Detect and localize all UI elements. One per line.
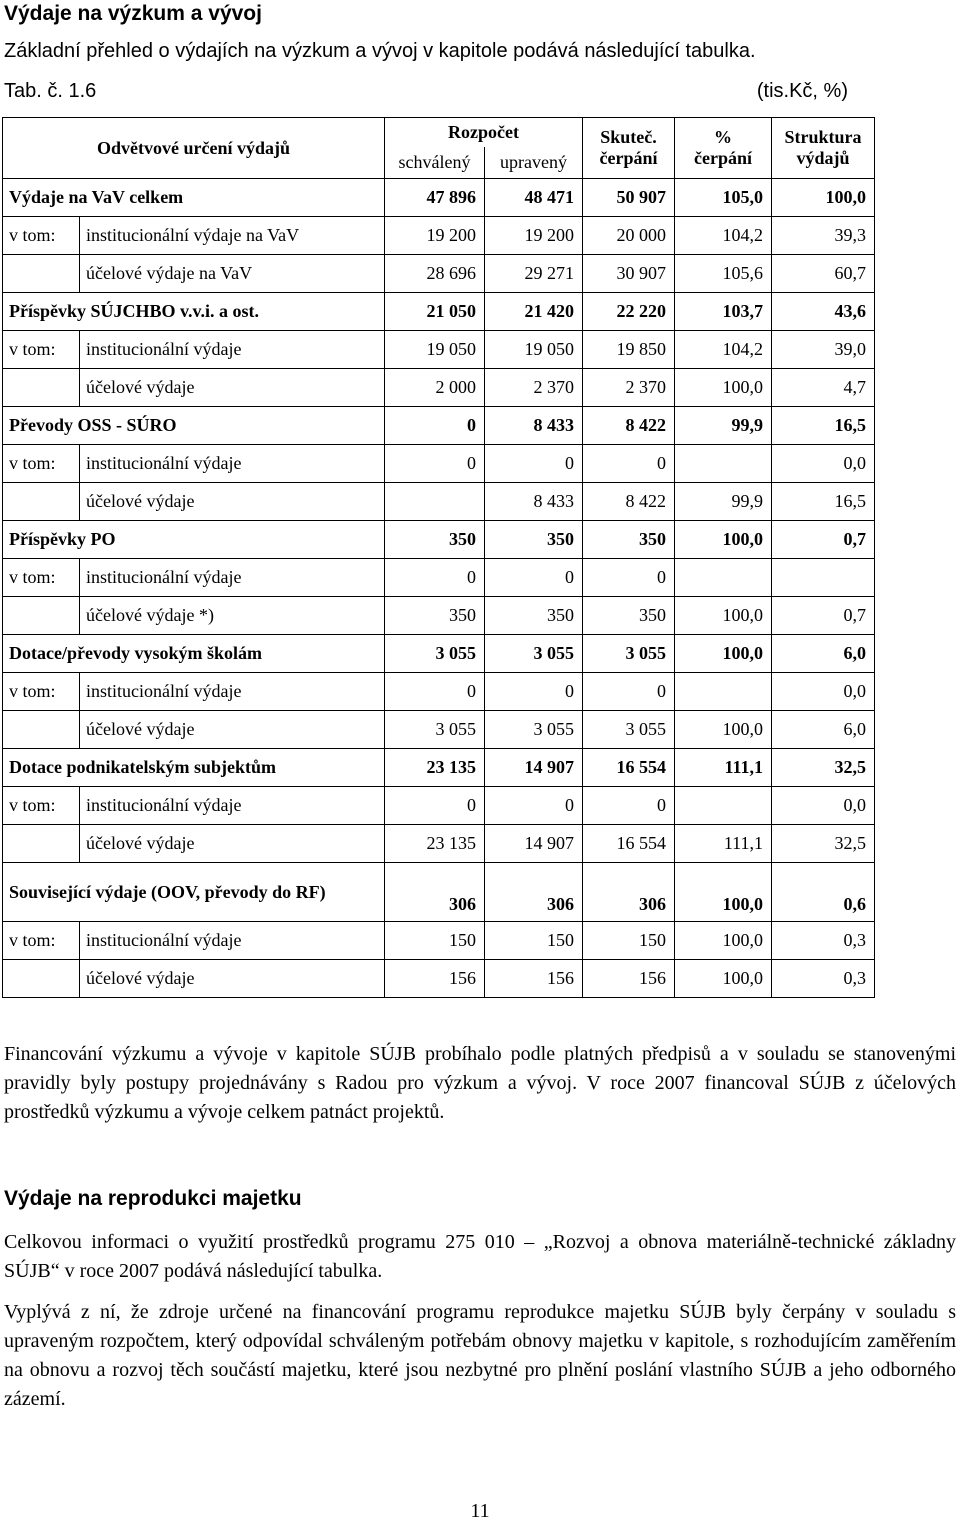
cell-approved: 23 135 [385,749,485,787]
cell-adjusted: 19 200 [485,217,583,255]
cell-share: 0,3 [772,922,875,960]
cell-adjusted: 14 907 [485,825,583,863]
cell-pct: 100,0 [675,635,772,673]
assets-paragraph-2: Vyplývá z ní, že zdroje určené na financování programu reprodukce majetku SÚJB byly čerpány v souladu s upraveným rozpočtem, který odpovídal schváleným potřebám obnovy majetku v kapitole, s rozhodujícím zaměřením na obnovu a rozvoj těch součástí majetku, které jsou nezbytné pro plnění poslání vlastního SÚJB a jeho odborného zázemí. [4,1301,956,1410]
cell-pct: 104,2 [675,217,772,255]
row-label: Převody OSS - SÚRO [3,407,385,445]
cell-pct [675,787,772,825]
cell-adjusted: 0 [485,445,583,483]
page-number: 11 [470,1500,490,1522]
cell-approved: 0 [385,787,485,825]
cell-adjusted: 8 433 [485,483,583,521]
header-adjusted: upravený [485,147,583,179]
row-label: Příspěvky PO [3,521,385,559]
row-prefix: v tom: [3,217,80,255]
row-label: účelové výdaje na VaV [80,255,385,293]
table-row [3,787,875,825]
cell-pct: 99,9 [675,483,772,521]
row-prefix: v tom: [3,673,80,711]
table-units: (tis.Kč, %) [756,80,848,102]
cell-pct: 103,7 [675,293,772,331]
section-title-rd: Výdaje na výzkum a vývoj [4,2,262,25]
row-label: Výdaje na VaV celkem [3,179,385,217]
cell-pct [675,445,772,483]
cell-adjusted: 350 [485,597,583,635]
table-row [3,483,875,521]
table-row [3,863,875,922]
table-row [3,749,875,787]
table-row [3,293,875,331]
cell-share: 39,0 [772,331,875,369]
row-label: institucionální výdaje [80,787,385,825]
cell-approved: 3 055 [385,711,485,749]
cell-share: 0,3 [772,960,875,998]
table-row [3,217,875,255]
cell-share: 43,6 [772,293,875,331]
row-label: Příspěvky SÚJCHBO v.v.i. a ost. [3,293,385,331]
cell-pct [675,559,772,597]
cell-share: 0,6 [772,863,875,922]
cell-pct: 99,9 [675,407,772,445]
row-prefix: v tom: [3,787,80,825]
row-prefix: v tom: [3,445,80,483]
table-row [3,960,875,998]
section-title-assets: Výdaje na reprodukci majetku [4,1187,302,1210]
table-row [3,597,875,635]
cell-adjusted: 29 271 [485,255,583,293]
table-row [3,521,875,559]
cell-pct: 100,0 [675,369,772,407]
row-prefix [3,255,80,293]
cell-share: 39,3 [772,217,875,255]
cell-adjusted: 3 055 [485,711,583,749]
row-prefix [3,711,80,749]
table-row [3,711,875,749]
cell-approved: 306 [385,863,485,922]
row-label: institucionální výdaje [80,445,385,483]
table-row [3,179,875,217]
cell-approved: 156 [385,960,485,998]
table-row [3,445,875,483]
cell-pct: 111,1 [675,749,772,787]
cell-pct: 100,0 [675,711,772,749]
cell-actual: 0 [583,673,675,711]
cell-adjusted: 0 [485,673,583,711]
cell-actual: 8 422 [583,407,675,445]
cell-approved: 0 [385,407,485,445]
cell-adjusted: 0 [485,559,583,597]
row-prefix [3,825,80,863]
table-body [3,118,875,998]
row-prefix [3,369,80,407]
cell-pct [675,673,772,711]
cell-actual: 3 055 [583,635,675,673]
row-prefix [3,960,80,998]
row-label: účelové výdaje [80,960,385,998]
row-label: institucionální výdaje [80,559,385,597]
cell-pct: 105,0 [675,179,772,217]
cell-pct: 104,2 [675,331,772,369]
row-prefix: v tom: [3,559,80,597]
row-label: účelové výdaje *) [80,597,385,635]
cell-actual: 22 220 [583,293,675,331]
cell-share: 100,0 [772,179,875,217]
cell-actual: 19 850 [583,331,675,369]
cell-share: 32,5 [772,825,875,863]
cell-actual: 2 370 [583,369,675,407]
cell-actual: 0 [583,559,675,597]
cell-approved: 0 [385,673,485,711]
cell-adjusted: 3 055 [485,635,583,673]
cell-adjusted: 14 907 [485,749,583,787]
cell-pct: 100,0 [675,597,772,635]
cell-approved: 19 200 [385,217,485,255]
header-category: Odvětvové určení výdajů [3,118,385,179]
cell-adjusted: 2 370 [485,369,583,407]
cell-adjusted: 350 [485,521,583,559]
cell-pct: 100,0 [675,922,772,960]
cell-actual: 8 422 [583,483,675,521]
row-prefix [3,597,80,635]
cell-adjusted: 0 [485,787,583,825]
cell-approved: 2 000 [385,369,485,407]
cell-share: 0,0 [772,673,875,711]
cell-actual: 150 [583,922,675,960]
cell-share: 6,0 [772,635,875,673]
row-label: institucionální výdaje [80,331,385,369]
cell-actual: 30 907 [583,255,675,293]
cell-approved: 19 050 [385,331,485,369]
cell-approved: 350 [385,521,485,559]
cell-pct: 105,6 [675,255,772,293]
table-row [3,922,875,960]
cell-actual: 50 907 [583,179,675,217]
header-structure: Struktura výdajů [772,118,875,179]
cell-approved: 0 [385,445,485,483]
row-prefix [3,483,80,521]
table-row [3,407,875,445]
cell-approved [385,483,485,521]
row-label: Dotace/převody vysokým školám [3,635,385,673]
cell-share: 16,5 [772,407,875,445]
cell-pct: 100,0 [675,863,772,922]
cell-share: 4,7 [772,369,875,407]
header-row [3,118,875,147]
cell-share: 0,7 [772,597,875,635]
cell-approved: 0 [385,559,485,597]
row-label: institucionální výdaje [80,673,385,711]
cell-adjusted: 19 050 [485,331,583,369]
cell-approved: 21 050 [385,293,485,331]
cell-approved: 28 696 [385,255,485,293]
cell-adjusted: 48 471 [485,179,583,217]
cell-pct: 100,0 [675,521,772,559]
header-approved: schválený [385,147,485,179]
cell-approved: 350 [385,597,485,635]
cell-actual: 306 [583,863,675,922]
cell-share: 16,5 [772,483,875,521]
cell-actual: 0 [583,445,675,483]
row-label: účelové výdaje [80,483,385,521]
row-label: účelové výdaje [80,825,385,863]
table-row [3,635,875,673]
row-label: účelové výdaje [80,369,385,407]
rd-financing-paragraph: Financování výzkumu a vývoje v kapitole SÚJB probíhalo podle platných předpisů a v souladu se stanovenými pravidly byly postupy projednávány s Radou pro výzkum a vývoj. V roce 2007 financoval SÚJB z účelových prostředků výzkumu a vývoje celkem patnáct projektů. [4,1043,956,1123]
cell-approved: 23 135 [385,825,485,863]
row-label: Související výdaje (OOV, převody do RF) [3,863,385,922]
header-budget: Rozpočet [385,118,583,147]
cell-actual: 0 [583,787,675,825]
header-pct: % čerpání [675,118,772,179]
cell-adjusted: 21 420 [485,293,583,331]
cell-share: 60,7 [772,255,875,293]
row-label: Dotace podnikatelským subjektům [3,749,385,787]
cell-actual: 3 055 [583,711,675,749]
table-row [3,673,875,711]
cell-approved: 3 055 [385,635,485,673]
row-label: institucionální výdaje na VaV [80,217,385,255]
intro-text: Základní přehled o výdajích na výzkum a vývoj v kapitole podává následující tabulka. [4,40,756,62]
table-row [3,369,875,407]
cell-actual: 20 000 [583,217,675,255]
rd-expenditure-table [2,117,875,998]
cell-share: 6,0 [772,711,875,749]
table-row [3,255,875,293]
row-label: institucionální výdaje [80,922,385,960]
cell-adjusted: 156 [485,960,583,998]
assets-paragraph-1: Celkovou informaci o využití prostředků programu 275 010 – „Rozvoj a obnova materiálně-technické základny SÚJB“ v roce 2007 podává následující tabulka. [4,1231,956,1282]
cell-actual: 350 [583,521,675,559]
cell-adjusted: 8 433 [485,407,583,445]
cell-approved: 47 896 [385,179,485,217]
table-label: Tab. č. 1.6 [4,80,97,102]
cell-adjusted: 150 [485,922,583,960]
cell-actual: 16 554 [583,749,675,787]
cell-share: 0,0 [772,445,875,483]
cell-pct: 100,0 [675,960,772,998]
table-row [3,331,875,369]
cell-actual: 16 554 [583,825,675,863]
cell-actual: 350 [583,597,675,635]
cell-share: 0,0 [772,787,875,825]
cell-share: 32,5 [772,749,875,787]
cell-share: 0,7 [772,521,875,559]
row-prefix: v tom: [3,922,80,960]
header-actual: Skuteč. čerpání [583,118,675,179]
table-row [3,825,875,863]
cell-adjusted: 306 [485,863,583,922]
row-label: účelové výdaje [80,711,385,749]
cell-share [772,559,875,597]
table-row [3,559,875,597]
cell-pct: 111,1 [675,825,772,863]
cell-actual: 156 [583,960,675,998]
row-prefix: v tom: [3,331,80,369]
cell-approved: 150 [385,922,485,960]
